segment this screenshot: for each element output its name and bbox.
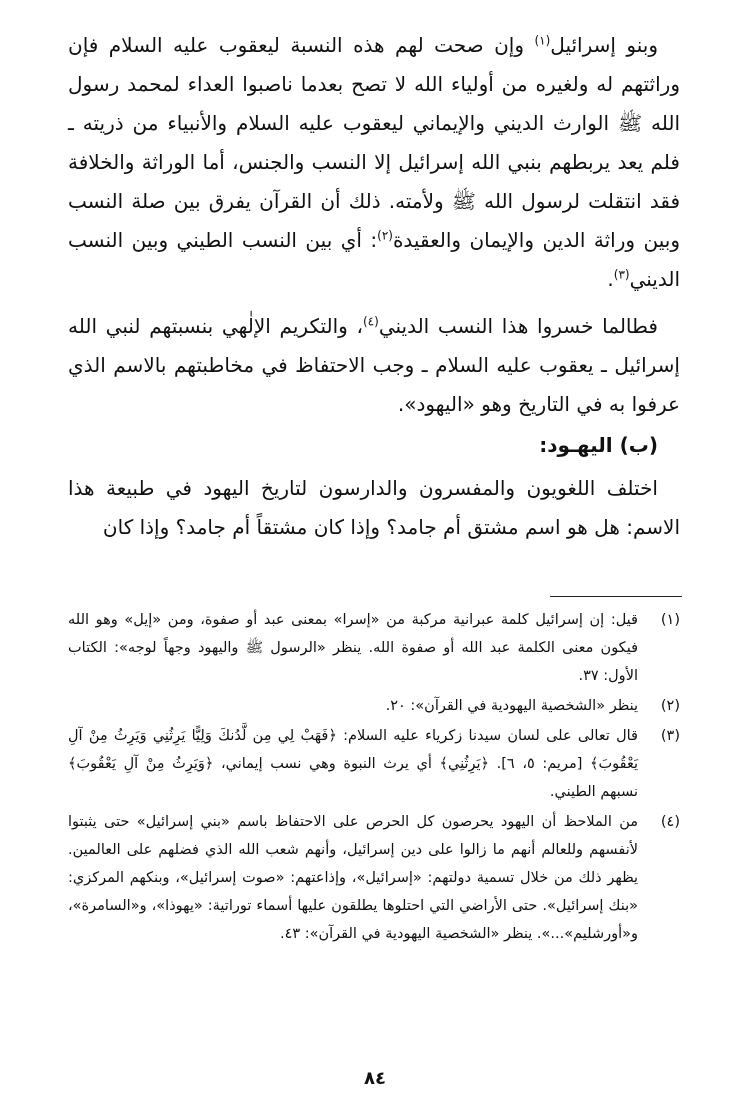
footnote-text: من الملاحظ أن اليهود يحرصون كل الحرص على الاحتفاظ باسم «بني إسرائيل» حتى يثبتوا لأنفسهم وللعالم أنهم ما زالوا على دين إسرائيل، وأنهم شعب الله الذي فضلهم على العالمين. يظهر ذلك من خلال تسمية دولتهم: «إسرائيل»، وإذاعتهم: «صوت إسرائيل»، وبنكهم المركزي: «بنك إسرائيل». حتى الأراضي التي احتلوها يطلقون عليها أسماء توراتية: «يهوذا»، و«السامرة»، و«أورشليم»...». ينظر «الشخصية اليهودية في القرآن»: ٤٣. [68, 814, 638, 942]
paragraph-2 [68, 307, 680, 424]
paragraph-1-text-d: . [607, 267, 614, 291]
paragraph-2-text-b: ، والتكريم الإلٰهي بنسبتهم لنبي الله إسرائيل ـ يعقوب عليه السلام ـ وجب الاحتفاظ في مخاطبتهم بالاسم الذي عرفوا به في التاريخ وهو «اليهود». [68, 314, 680, 416]
paragraph-1-text-a: وبنو إسرائيل [550, 33, 658, 57]
footnote-3 [68, 722, 680, 806]
footnote-text: ينظر «الشخصية اليهودية في القرآن»: ٢٠. [385, 698, 638, 714]
footnote-text: قال تعالى على لسان سيدنا زكرياء عليه السلام: ﴿فَهَبْ لِي مِن لَّدُنكَ وَلِيًّا يَرِثُنِي وَيَرِثُ مِنْ آلِ يَعْقُوبَ﴾ [مريم: ٥، ٦]. ﴿يَرِثُنِي﴾ أي يرث النبوة وهي نسب إيماني، ﴿وَيَرِثُ مِنْ آلِ يَعْقُوبَ﴾ نسبهم الطيني. [68, 728, 638, 800]
paragraph-1-text-c: : أي بين النسب الطيني وبين النسب الديني [68, 228, 680, 291]
paragraph-1-text-b: وإن صحت لهم هذه النسبة ليعقوب عليه السلام فإن وراثتهم له ولغيره من أولياء الله لا تصح بعدما ناصبوا العداء لمحمد رسول الله ﷺ الوارث الديني والإيماني ليعقوب عليه السلام والأنبياء من ذريته ـ فلم يعد يربطهم بنبي الله إسرائيل إلا النسب والجنس، أما الوراثة والخلافة فقد انتقلت لرسول الله ﷺ ولأمته. ذلك أن القرآن يفرق بين صلة النسب وبين وراثة الدين والإيمان والعقيدة [68, 33, 680, 252]
footnote-number: (٤) [660, 814, 680, 830]
footnotes [68, 606, 680, 950]
paragraph-3: اختلف اللغويون والمفسرون والدارسون لتاريخ اليهود في طبيعة هذا الاسم: هل هو اسم مشتق أم جامد؟ وإذا كان مشتقاً أم جامد؟ وإذا كان [68, 476, 680, 539]
footnote-number: (٣) [660, 728, 680, 744]
footnote-ref-3[interactable]: (٣) [613, 267, 630, 282]
paragraph-1 [68, 26, 680, 299]
footnote-ref-2[interactable]: (٢) [377, 228, 393, 243]
section-heading: (ب) اليهـود: [539, 433, 658, 457]
footnote-1 [68, 606, 680, 690]
footnote-ref-1[interactable]: (١) [534, 33, 551, 48]
footnote-2 [68, 692, 680, 720]
footnote-ref-4[interactable]: (٤) [362, 314, 379, 329]
footnote-number: (١) [660, 612, 680, 628]
paragraph-gap [68, 299, 680, 307]
footnote-text: قيل: إن إسرائيل كلمة عبرانية مركبة من «إسرا» بمعنى عبد أو صفوة، ومن «إيل» وهو الله فيكون معنى الكلمة عبد الله أو صفوة الله. ينظر «الرسول ﷺ واليهود وجهاً لوجه»: الكتاب الأول: ٣٧. [68, 612, 638, 684]
page-number: ٨٤ [364, 1068, 386, 1089]
paragraph-2-text-a: فطالما خسروا هذا النسب الديني [378, 314, 658, 338]
footnote-number: (٢) [660, 698, 680, 714]
footnote-separator [550, 596, 682, 597]
page-body [68, 26, 680, 547]
footnote-4 [68, 808, 680, 948]
